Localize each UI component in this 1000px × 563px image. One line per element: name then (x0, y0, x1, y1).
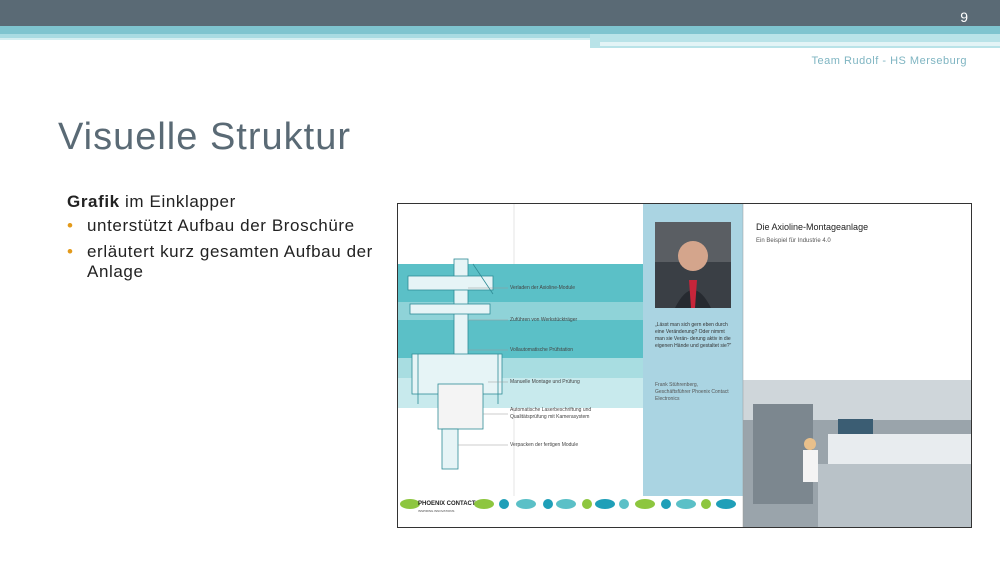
header-accent-highlight (600, 42, 1000, 46)
brochure-right-subtitle: Ein Beispiel für Industrie 4.0 (756, 238, 831, 244)
brochure-illustration (398, 204, 971, 527)
brochure-quote-author: Frank Stührenberg, Geschäftsführer Phoenix Contact Electronics (655, 382, 729, 402)
page-number: 9 (960, 9, 968, 25)
team-label: Team Rudolf - HS Merseburg (811, 55, 967, 67)
brochure-right-title: Die Axioline-Montageanlage (756, 222, 869, 232)
brochure-logo: PHOENIX CONTACT (418, 501, 476, 507)
bullet-text: unterstützt Aufbau der Broschüre (87, 216, 355, 235)
header-accent-line (0, 38, 590, 40)
bullet-item (67, 216, 377, 236)
header-accent-band (0, 26, 1000, 34)
diagram-label: Vollautomatische Prüfstation (510, 347, 574, 353)
bullet-dot-icon: • (67, 216, 74, 235)
brochure-logo-tagline: INSPIRING INNOVATIONS (418, 509, 455, 513)
bullet-dot-icon: • (67, 242, 74, 261)
slide-content (67, 192, 377, 288)
content-heading-rest: im Einklapper (119, 192, 236, 211)
diagram-label: Verladen der Axioline-Module (510, 285, 576, 291)
diagram-label: Verpacken der fertigen Module (510, 442, 579, 448)
bullet-list (67, 216, 377, 282)
bullet-text: erläutert kurz gesamten Aufbau der Anlage (87, 242, 373, 281)
top-header-bar (0, 0, 1000, 26)
brochure-quote: „Lässt man sich gern eben durch eine Veränderung? Oder nimmt man sie Verän- derung aktiv in die eigenen Hände und gestaltet sie?" (655, 322, 732, 349)
diagram-label: Automatische Laserbeschriftung und Qualitätsprüfung mit Kamerasystem (510, 407, 592, 420)
slide-title: Visuelle Struktur (58, 116, 351, 158)
content-heading (67, 192, 377, 212)
diagram-label: Manuelle Montage und Prüfung (510, 379, 580, 385)
diagram-label: Zuführen von Werkstückträger (510, 317, 578, 323)
content-heading-bold: Grafik (67, 192, 120, 211)
brochure-image (397, 203, 972, 528)
bullet-item (67, 242, 377, 282)
